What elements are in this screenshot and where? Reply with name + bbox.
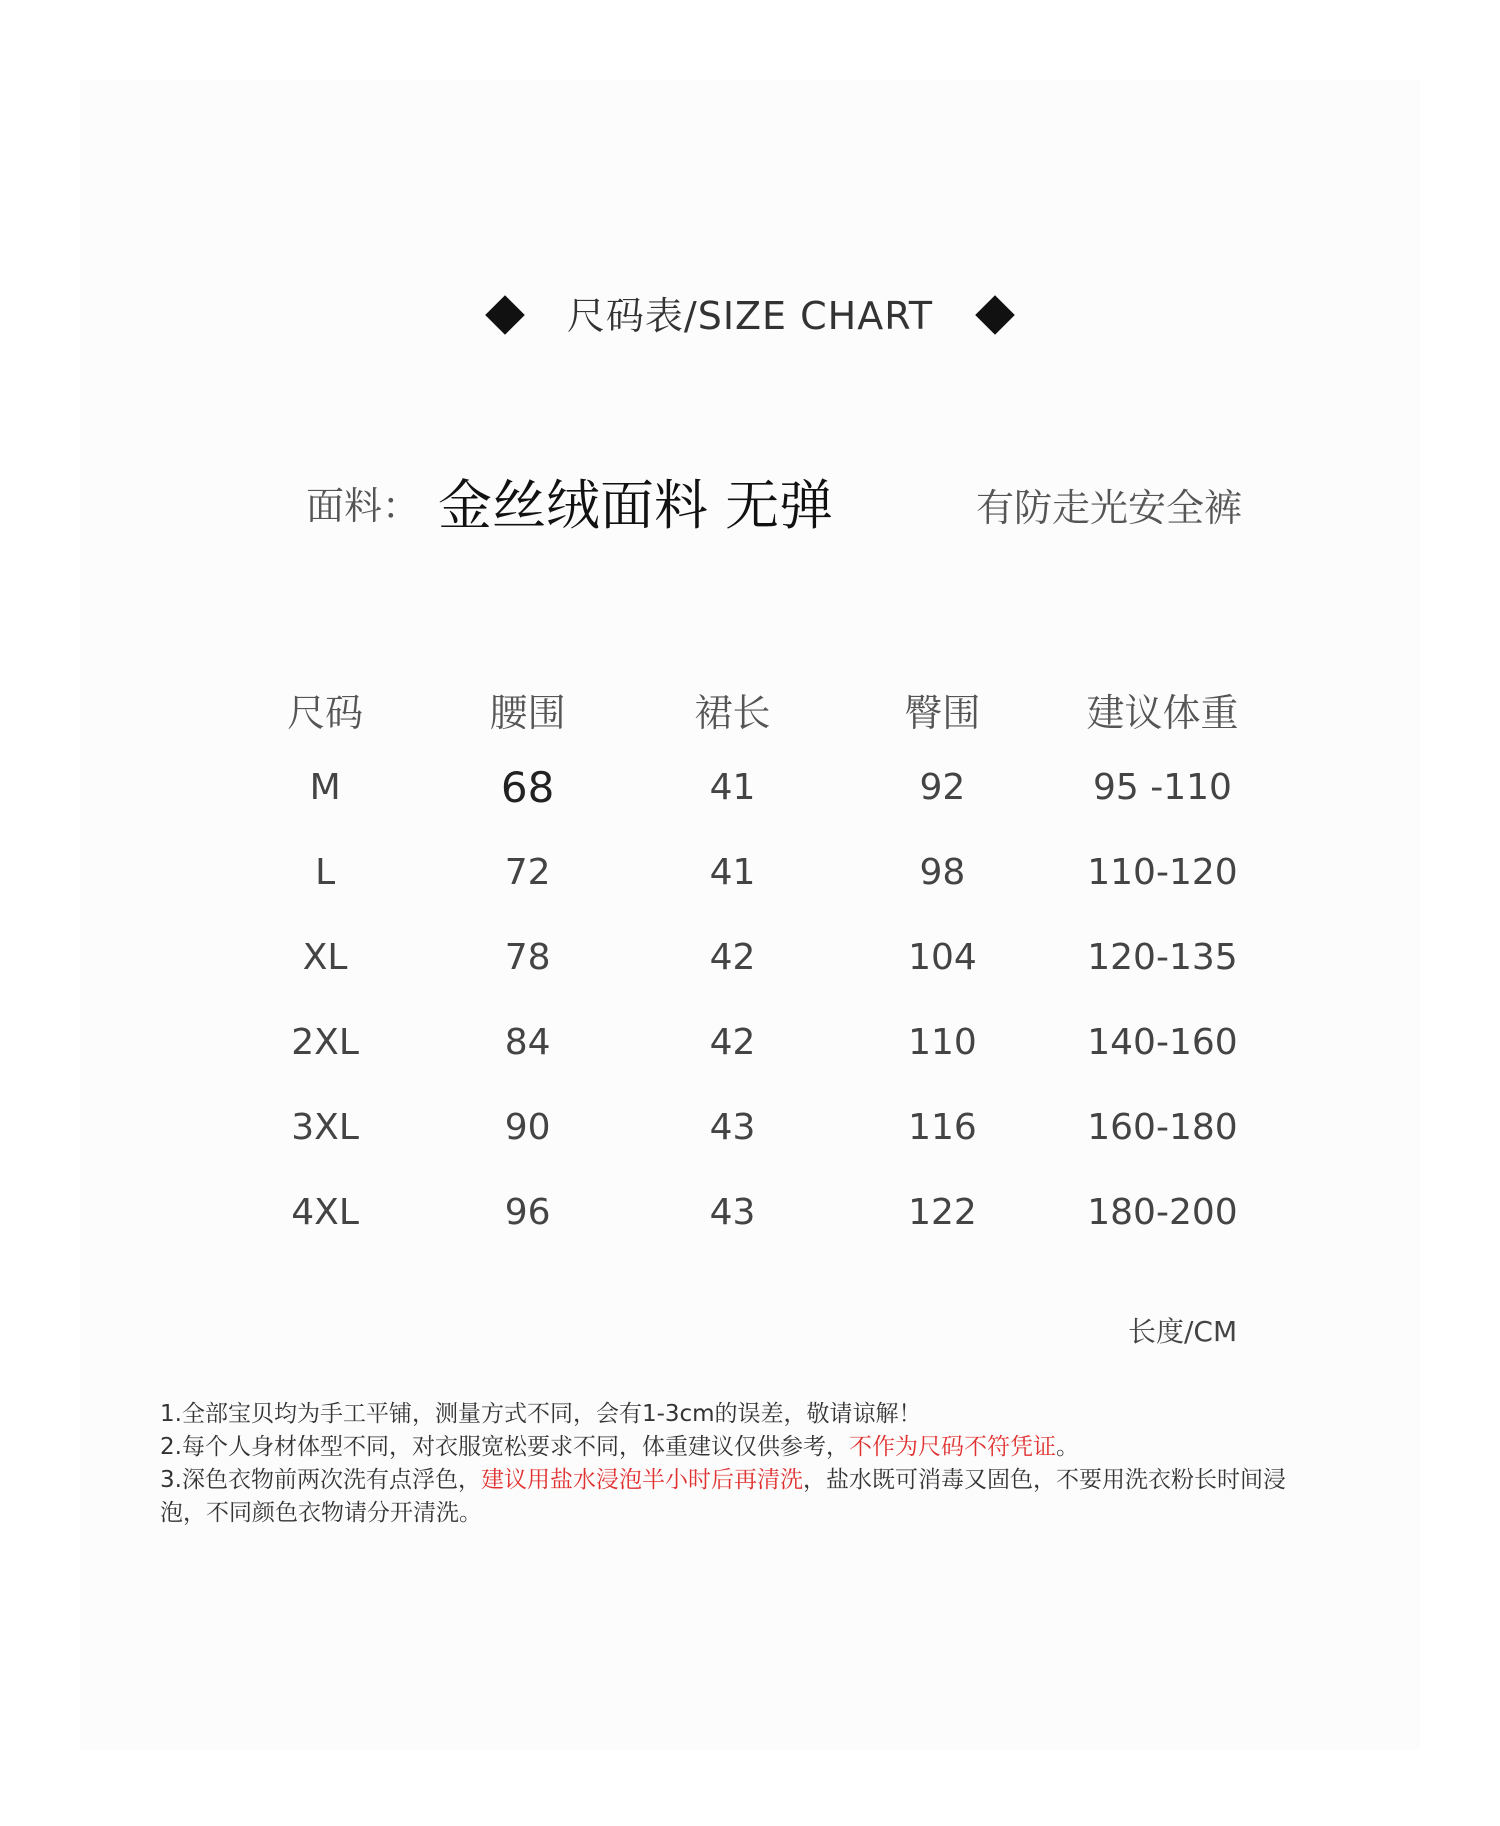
cell-waist: 90: [504, 1106, 551, 1148]
header-waist: 腰围: [489, 690, 566, 735]
cell-skirt-length: 41: [709, 766, 756, 808]
cell-hip: 92: [919, 766, 966, 808]
cell-size: XL: [302, 936, 348, 978]
cell-skirt-length: 42: [709, 1021, 756, 1063]
title-text: 尺码表/SIZE CHART: [566, 294, 934, 338]
cell-hip: 104: [908, 936, 977, 978]
cell-size: 2XL: [291, 1021, 359, 1063]
note-3-end: ，盐水既可消毒又固色，不要用洗衣粉长时间浸泡，不同颜色衣物请分开清洗。: [160, 1467, 1286, 1526]
header-skirt-length: 裙长: [694, 690, 771, 735]
cell-skirt-length: 42: [709, 936, 756, 978]
cell-weight: 180-200: [1087, 1191, 1238, 1233]
table-row: [225, 998, 1275, 1083]
cell-hip: 116: [908, 1106, 977, 1148]
safety-shorts-note: 有防走光安全裤: [976, 486, 1243, 530]
size-chart-title: [0, 285, 1500, 340]
header-weight: 建议体重: [1086, 690, 1239, 735]
header-hip: 臀围: [904, 690, 981, 735]
cell-waist: 68: [500, 762, 555, 812]
cell-hip: 122: [908, 1191, 977, 1233]
unit-label: 长度/CM: [1128, 1315, 1238, 1348]
table-row: [225, 828, 1275, 913]
cell-skirt-length: 41: [709, 851, 756, 893]
diamond-icon: [975, 295, 1015, 335]
cell-weight: 110-120: [1087, 851, 1238, 893]
cell-weight: 160-180: [1087, 1106, 1238, 1148]
cell-hip: 110: [908, 1021, 977, 1063]
note-1: 1.全部宝贝均为手工平铺，测量方式不同，会有1-3cm的误差，敬请谅解！: [160, 1401, 922, 1427]
table-row: [225, 743, 1275, 828]
cell-waist: 72: [504, 851, 551, 893]
cell-hip: 98: [919, 851, 966, 893]
table-row: [225, 1168, 1275, 1253]
table-row: [225, 913, 1275, 998]
cell-size: 4XL: [291, 1191, 359, 1233]
cell-size: L: [315, 851, 336, 893]
note-3: [160, 1464, 1320, 1530]
cell-size: M: [309, 766, 341, 808]
cell-size: 3XL: [291, 1106, 359, 1148]
cell-skirt-length: 43: [709, 1191, 756, 1233]
cell-waist: 78: [504, 936, 551, 978]
cell-weight: 120-135: [1087, 936, 1238, 978]
fabric-value: 金丝绒面料 无弹: [438, 474, 834, 537]
note-2-text: 2.每个人身材体型不同，对衣服宽松要求不同，体重建议仅供参考，: [160, 1434, 849, 1460]
diamond-icon: [485, 295, 525, 335]
table-header-row: [225, 675, 1275, 743]
cell-waist: 96: [504, 1191, 551, 1233]
table-row: [225, 1083, 1275, 1168]
note-2-warning: 不作为尺码不符凭证: [848, 1434, 1056, 1460]
note-2-end: 。: [1055, 1434, 1079, 1460]
cell-weight: 140-160: [1087, 1021, 1238, 1063]
note-2: [160, 1431, 1320, 1464]
care-notes: [160, 1398, 1320, 1530]
note-3-text: 3.深色衣物前两次洗有点浮色，: [160, 1467, 481, 1493]
header-size: 尺码: [287, 690, 364, 735]
note-3-warning: 建议用盐水浸泡半小时后再清洗: [480, 1467, 803, 1493]
fabric-label: 面料：: [306, 484, 421, 528]
cell-skirt-length: 43: [709, 1106, 756, 1148]
cell-waist: 84: [504, 1021, 551, 1063]
cell-weight: 95 -110: [1092, 766, 1232, 808]
size-table: [225, 675, 1275, 1253]
